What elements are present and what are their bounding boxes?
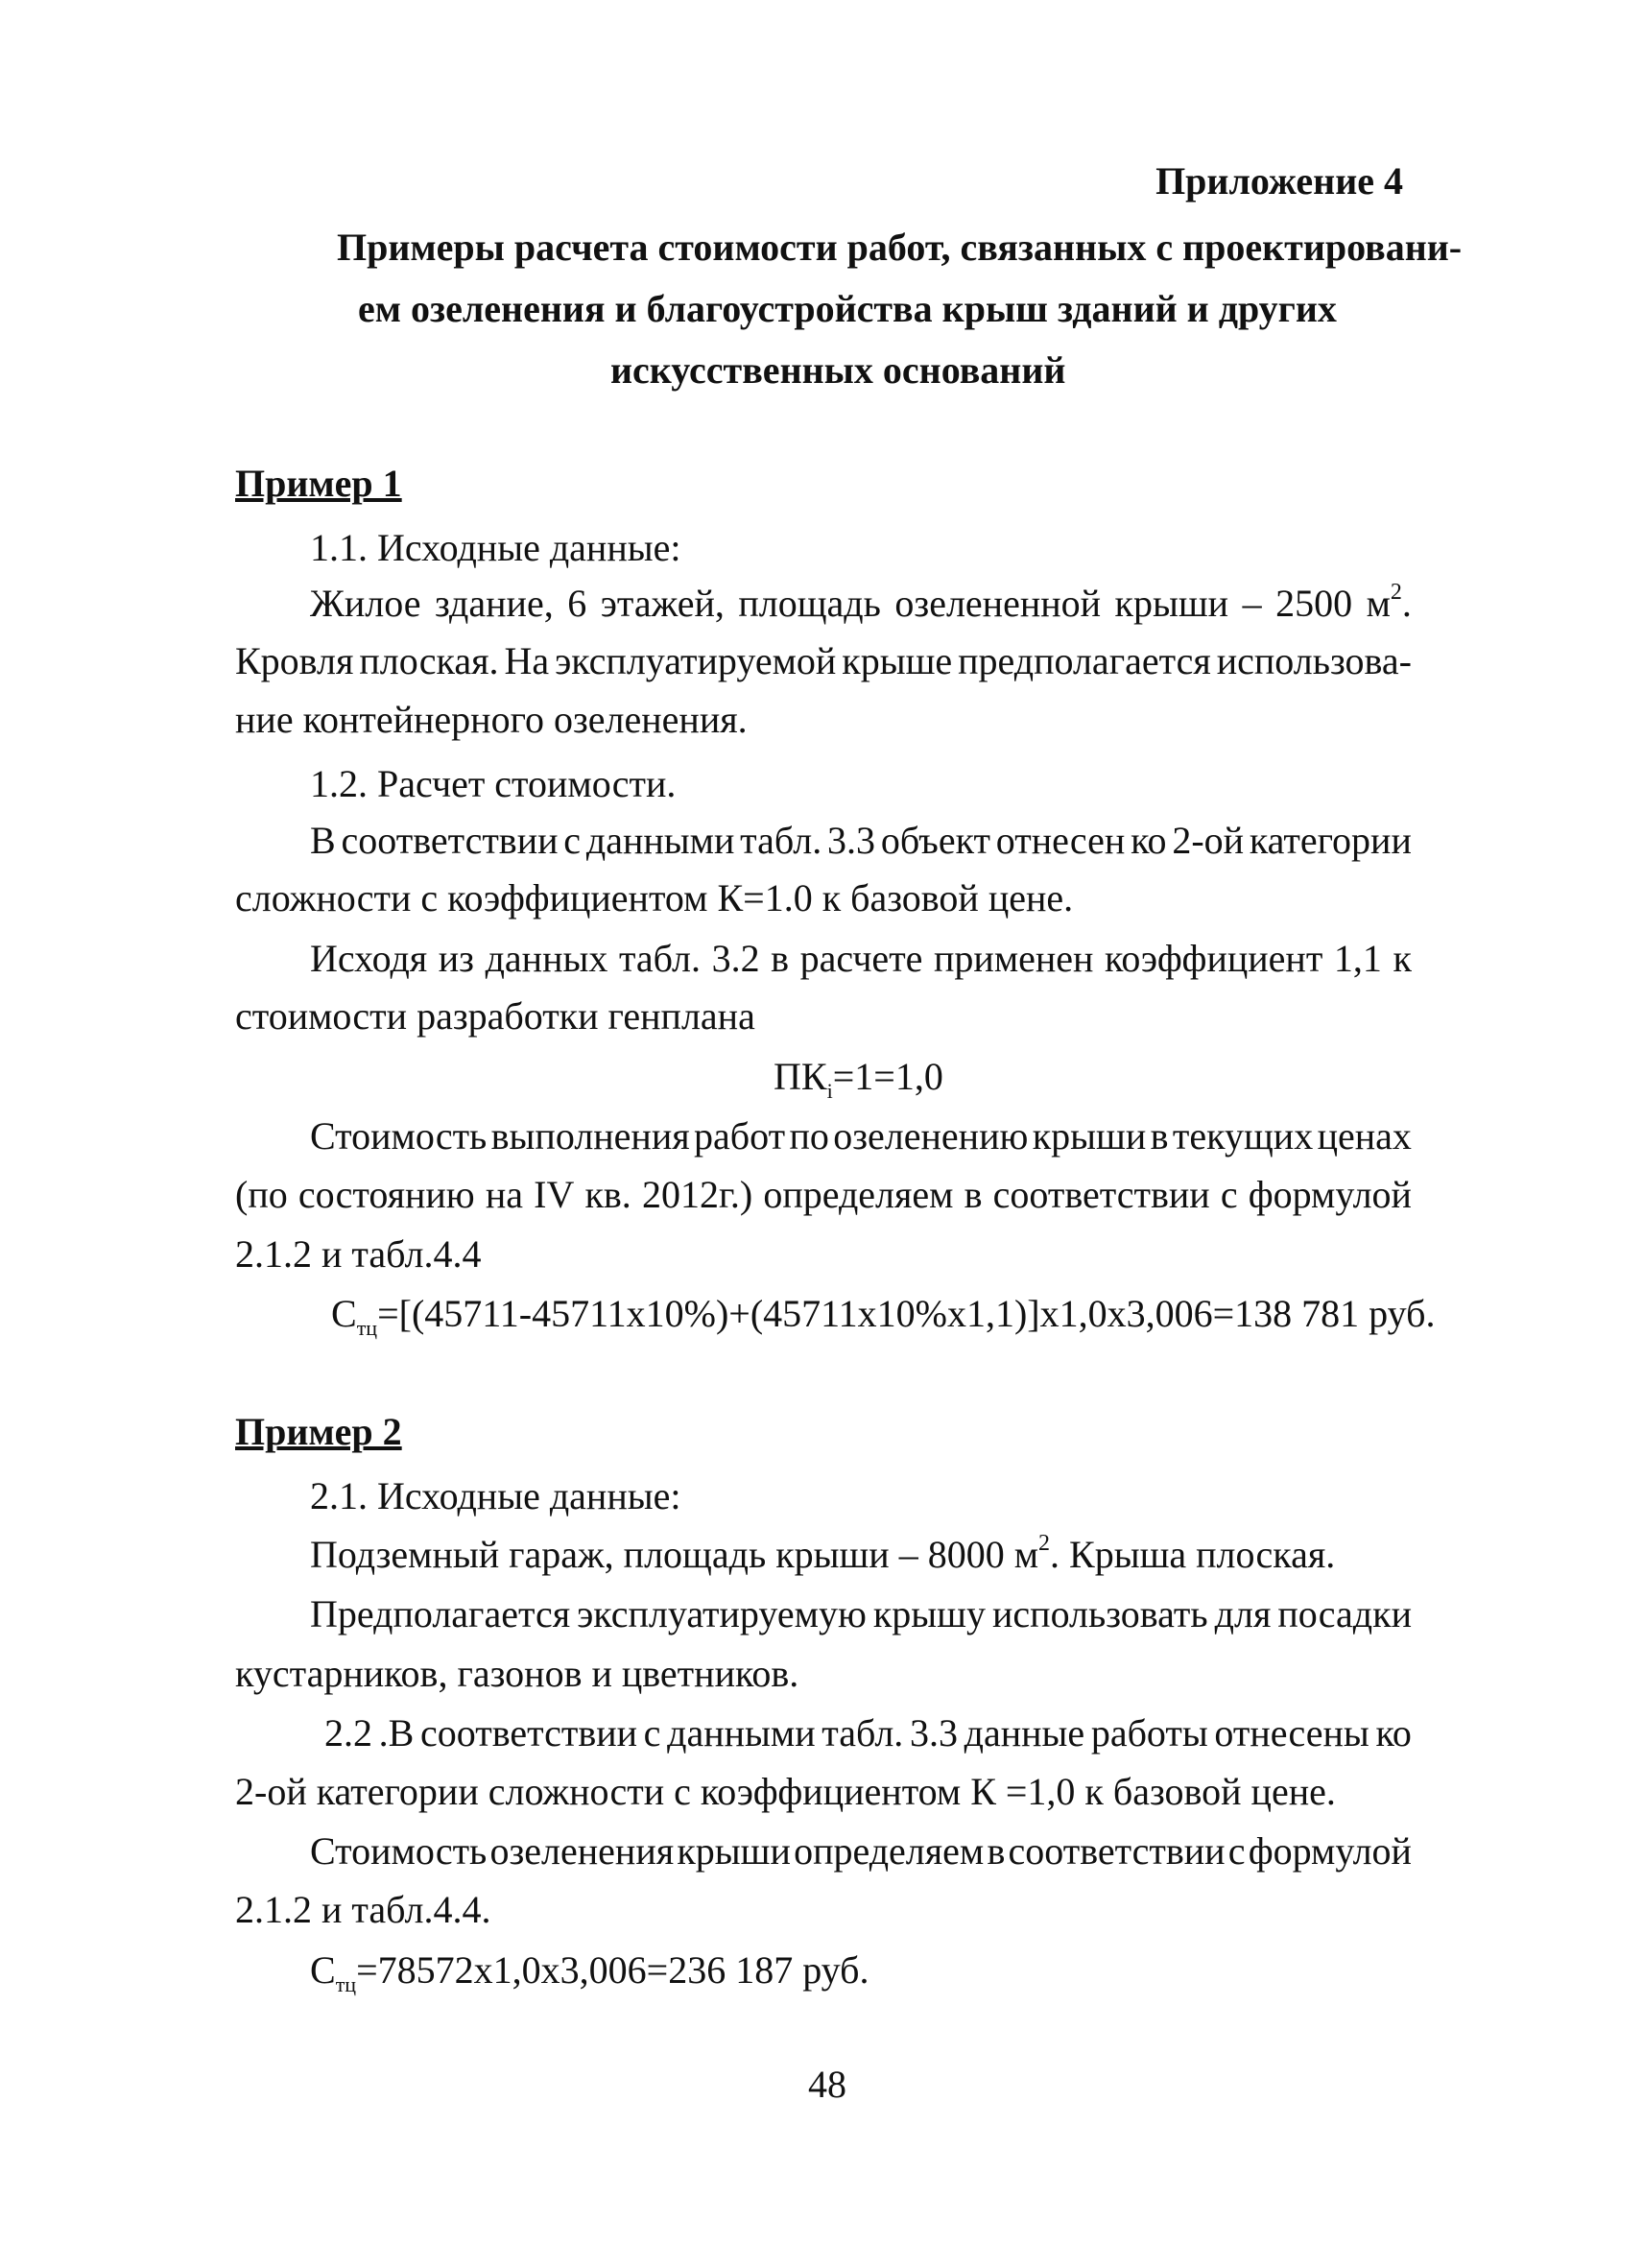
ex1-paragraph-6-line-1 — [310, 1113, 1412, 1159]
ex1-paragraph-6-line-3: 2.1.2 и табл.4.4 — [235, 1232, 482, 1276]
ex2-formula: $С_{тц}=78572х1,0х3,006=236$ 187 руб. — [310, 1948, 869, 1996]
ex2-paragraph-4-line-2: 2-ой категории сложности с коэффициентом К =1,0 к базовой цене. — [235, 1770, 1336, 1813]
word: крыше — [842, 639, 953, 682]
word: объект — [880, 819, 990, 862]
ex2-paragraph-3-line-1 — [310, 1591, 1412, 1637]
ex1-paragraph-6-line-2 — [235, 1172, 1412, 1218]
word: посадки — [1277, 1592, 1412, 1635]
unit-m2: $м^2$. — [1366, 579, 1412, 625]
word: данными — [667, 1711, 816, 1755]
word: ко — [1375, 1711, 1412, 1755]
word: для — [1214, 1592, 1272, 1635]
word: площадь — [738, 582, 881, 625]
ex1-paragraph-2-line-3: ние контейнерного озеленения. — [235, 698, 748, 741]
word: 6 — [567, 582, 587, 625]
word: выполнения — [490, 1114, 690, 1158]
word: данные — [964, 1711, 1085, 1755]
ex2-paragraph-2: Подземный гараж, площадь крыши – 8000 $м^2$. Крыша плоская. — [310, 1530, 1336, 1576]
word: Исходя — [310, 937, 428, 980]
word: 3.3 — [909, 1711, 958, 1755]
page-number: 48 — [808, 2063, 846, 2106]
word: Кровля — [235, 639, 354, 682]
word: крыши — [1114, 582, 1229, 625]
word: с — [1220, 1173, 1238, 1216]
word: ценах — [1317, 1114, 1412, 1158]
word: .В — [378, 1711, 415, 1755]
word: определяем — [794, 1829, 985, 1873]
word: работы — [1090, 1711, 1208, 1755]
word: состоянию — [298, 1173, 475, 1216]
word: плоская. — [359, 639, 499, 682]
word: Предполагается — [310, 1592, 571, 1635]
ex1-paragraph-4-line-1 — [310, 818, 1412, 864]
word: эксплуатируемую — [577, 1592, 867, 1635]
word: кв. — [584, 1173, 631, 1216]
word: отнесены — [1214, 1711, 1369, 1755]
word: категории — [1249, 819, 1412, 862]
word: к — [1393, 937, 1412, 980]
word: – — [1242, 582, 1262, 625]
ex2-paragraph-3-line-2: кустарников, газонов и цветников. — [235, 1652, 799, 1695]
word: по — [789, 1114, 829, 1158]
word: соответствии — [420, 1711, 638, 1755]
word: формулой — [1248, 1173, 1412, 1216]
word: с — [643, 1711, 661, 1755]
word: крышу — [872, 1592, 986, 1635]
word: ко — [1131, 819, 1167, 862]
word: Стоимость — [310, 1114, 488, 1158]
word: с — [563, 819, 582, 862]
word: в — [987, 1829, 1006, 1873]
word: предполагается — [958, 639, 1211, 682]
word: 1,1 — [1333, 937, 1382, 980]
word: 3.2 — [711, 937, 760, 980]
appendix-label: Приложение 4 — [1155, 159, 1403, 203]
word: В — [310, 819, 336, 862]
word: здание, — [434, 582, 554, 625]
word: 2500 — [1275, 582, 1353, 625]
word: в — [964, 1173, 983, 1216]
ex1-paragraph-4-line-2: сложности с коэффициентом К=1.0 к базовой цене. — [235, 876, 1074, 919]
example-1-heading: Пример 1 — [235, 462, 402, 505]
ex1-paragraph-5-line-2: стоимости разработки генплана — [235, 994, 755, 1038]
word: эксплуатируемой — [555, 639, 837, 682]
word: IV — [534, 1173, 575, 1216]
word: соответствии — [341, 819, 559, 862]
word: 2.2 — [324, 1711, 372, 1755]
word: в — [771, 937, 790, 980]
word: данными — [585, 819, 735, 862]
word: На — [504, 639, 550, 682]
word: Жилое — [310, 582, 421, 625]
ex2-paragraph-5-line-2: 2.1.2 и табл.4.4. — [235, 1888, 491, 1931]
ex2-initial-data: 2.1. Исходные данные: — [310, 1474, 681, 1517]
word: из — [438, 937, 474, 980]
word: Стоимость — [310, 1829, 488, 1873]
word: определяем — [763, 1173, 954, 1216]
word: 3.3 — [827, 819, 876, 862]
word: табл. — [740, 819, 822, 862]
word: расчете — [799, 937, 923, 980]
word: табл. — [618, 937, 701, 980]
word: в — [1150, 1114, 1169, 1158]
example-2-heading: Пример 2 — [235, 1410, 402, 1453]
ex1-paragraph-2-line-2 — [235, 638, 1412, 684]
word: соответствии — [992, 1173, 1210, 1216]
word: текущих — [1172, 1114, 1314, 1158]
ex1-paragraph-5-line-1 — [310, 936, 1412, 982]
title-line-3: искусственных оснований — [610, 348, 1066, 392]
ex1-formula-1: $ПК_i=1=1,0$ — [774, 1055, 943, 1103]
word: табл. — [822, 1711, 904, 1755]
word: озеленению — [833, 1114, 1029, 1158]
word: озелененной — [894, 582, 1102, 625]
ex1-cost-calc: 1.2. Расчет стоимости. — [310, 762, 677, 805]
word: на — [485, 1173, 523, 1216]
word: (по — [235, 1173, 288, 1216]
ex2-paragraph-5-line-1 — [310, 1828, 1412, 1874]
title-line-2: ем озеленения и благоустройства крыш зданий и других — [358, 287, 1337, 330]
word: озеленения — [489, 1829, 675, 1873]
word: работ — [694, 1114, 786, 1158]
word: использова- — [1216, 639, 1412, 682]
word: с — [1227, 1829, 1246, 1873]
ex2-paragraph-4-line-1 — [324, 1710, 1412, 1756]
word: коэффициент — [1105, 937, 1323, 980]
ex1-initial-data: 1.1. Исходные данные: — [310, 526, 681, 569]
ex1-paragraph-2-line-1 — [310, 581, 1412, 627]
word: соответствии — [1008, 1829, 1226, 1873]
ex1-formula-2: $С_{тц}=[(45711-45711х10\%)+(45711х10\%х1,1)]х1,0х3,006=138$ 781 руб. — [331, 1292, 1436, 1340]
word: этажей, — [600, 582, 725, 625]
word: отнесен — [995, 819, 1126, 862]
word: использовать — [992, 1592, 1208, 1635]
word: крыши — [677, 1829, 791, 1873]
title-line-1: Примеры расчета стоимости работ, связанных с проектировани- — [337, 226, 1463, 269]
word: крыши — [1032, 1114, 1147, 1158]
word: формулой — [1248, 1829, 1412, 1873]
word: 2-ой — [1172, 819, 1245, 862]
word: применен — [934, 937, 1094, 980]
word: данных — [485, 937, 608, 980]
word: 2012г.) — [641, 1173, 753, 1216]
